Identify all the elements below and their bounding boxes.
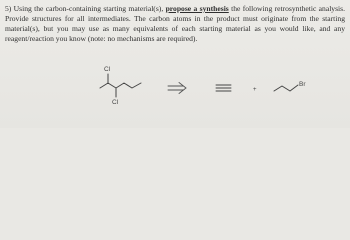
alkyne-starting-material [216,85,231,91]
retrosynthetic-arrow [168,83,186,94]
alkyl-bromide-br-label: Br [299,81,306,88]
target-cl-bottom-label: Cl [112,99,119,106]
target-carbon-chain [100,83,141,88]
alkyl-bromide-chain [274,85,298,91]
plus-sign: + [253,87,257,93]
question-text-part-1: Using the carbon-containing starting material(s), [13,4,164,13]
target-molecule [100,74,141,97]
question-emphasis: propose a synthesis [165,4,229,13]
retrosynthesis-scheme [0,58,350,128]
question-number: 5) [5,4,12,13]
target-cl-top-label: Cl [104,66,111,73]
question-text [5,4,345,44]
question-text-part-2: the following retrosynthetic analysis. Provide structures for all intermediates. The carbon atoms in the product must originate from the starting material(s), but you may use as many equivalents of each starting material as you would like, and any reagent/reaction you know (note: no mechanisms are required). [5,4,346,43]
